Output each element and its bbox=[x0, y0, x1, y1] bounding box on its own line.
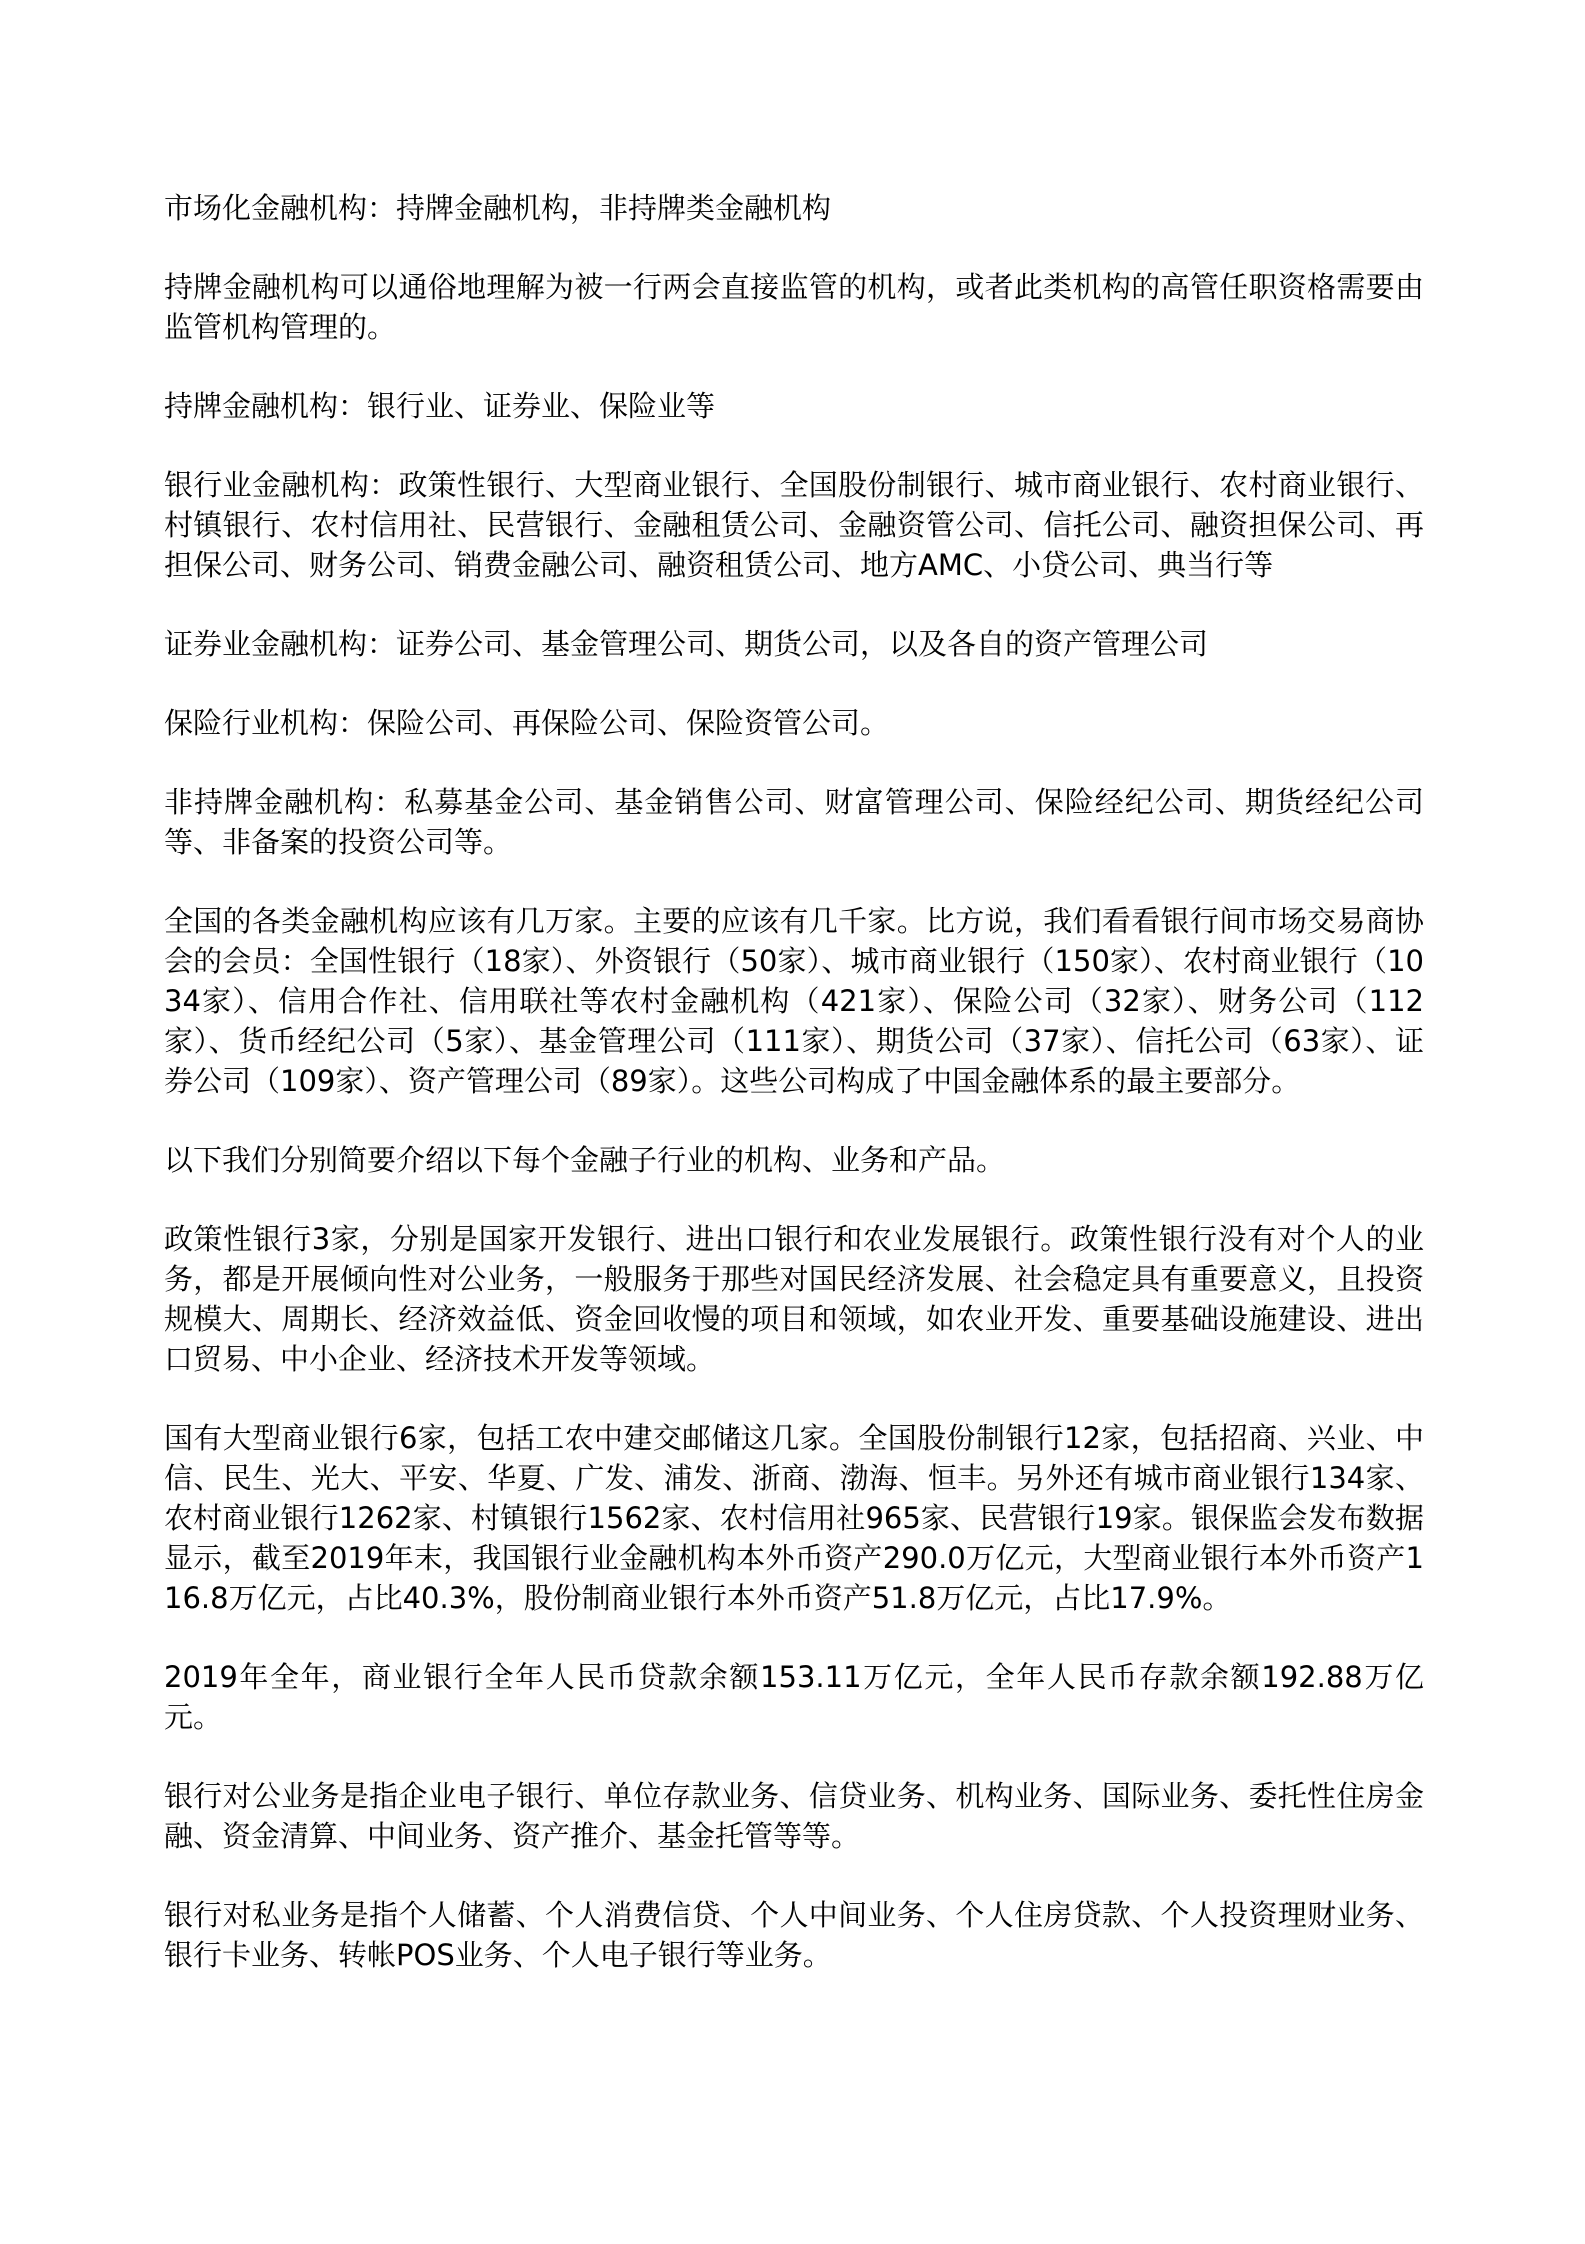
paragraph-commercial-banks: 国有大型商业银行6家，包括工农中建交邮储这几家。全国股份制银行12家，包括招商、兴业、中信、民生、光大、平安、华夏、广发、浦发、浙商、渤海、恒丰。另外还有城市商业银行134家、农村商业银行1262家、村镇银行1562家、农村信用社965家、民营银行19家。银保监会发布数据显示，截至2019年末，我国银行业金融机构本外币资产290.0万亿元，大型商业银行本外币资产116.8万亿元，占比40.3%，股份制商业银行本外币资产51.8万亿元，占比17.9%。 bbox=[164, 1421, 1424, 1615]
paragraph-licensed-definition: 持牌金融机构可以通俗地理解为被一行两会直接监管的机构，或者此类机构的高管任职资格需要由监管机构管理的。 bbox=[164, 270, 1424, 344]
paragraph-corporate-business: 银行对公业务是指企业电子银行、单位存款业务、信贷业务、机构业务、国际业务、委托性住房金融、资金清算、中间业务、资产推介、基金托管等等。 bbox=[164, 1779, 1424, 1853]
document-body bbox=[164, 188, 1424, 2014]
paragraph-introduction: 以下我们分别简要介绍以下每个金融子行业的机构、业务和产品。 bbox=[164, 1143, 1006, 1177]
paragraph-securities-institutions: 证券业金融机构：证券公司、基金管理公司、期货公司，以及各自的资产管理公司 bbox=[164, 627, 1209, 661]
paragraph-licensed-sectors: 持牌金融机构：银行业、证券业、保险业等 bbox=[164, 389, 716, 423]
paragraph-banking-institutions: 银行业金融机构：政策性银行、大型商业银行、全国股份制银行、城市商业银行、农村商业银行、村镇银行、农村信用社、民营银行、金融租赁公司、金融资管公司、信托公司、融资担保公司、再担保公司、财务公司、销费金融公司、融资租赁公司、地方AMC、小贷公司、典当行等 bbox=[164, 468, 1424, 582]
paragraph-loans-deposits: 2019年全年，商业银行全年人民币贷款余额153.11万亿元，全年人民币存款余额192.88万亿元。 bbox=[164, 1660, 1424, 1734]
paragraph-market-institutions: 市场化金融机构：持牌金融机构，非持牌类金融机构 bbox=[164, 191, 832, 225]
paragraph-policy-banks: 政策性银行3家，分别是国家开发银行、进出口银行和农业发展银行。政策性银行没有对个人的业务，都是开展倾向性对公业务，一般服务于那些对国民经济发展、社会稳定具有重要意义，且投资规模大、周期长、经济效益低、资金回收慢的项目和领域，如农业开发、重要基础设施建设、进出口贸易、中小企业、经济技术开发等领域。 bbox=[164, 1222, 1424, 1376]
paragraph-unlicensed-institutions: 非持牌金融机构：私募基金公司、基金销售公司、财富管理公司、保险经纪公司、期货经纪公司等、非备案的投资公司等。 bbox=[164, 785, 1424, 859]
paragraph-personal-business: 银行对私业务是指个人储蓄、个人消费信贷、个人中间业务、个人住房贷款、个人投资理财业务、银行卡业务、转帐POS业务、个人电子银行等业务。 bbox=[164, 1898, 1424, 1972]
paragraph-institution-counts: 全国的各类金融机构应该有几万家。主要的应该有几千家。比方说，我们看看银行间市场交易商协会的会员：全国性银行（18家）、外资银行（50家）、城市商业银行（150家）、农村商业银行（1034家）、信用合作社、信用联社等农村金融机构（421家）、保险公司（32家）、财务公司（112家）、货币经纪公司（5家）、基金管理公司（111家）、期货公司（37家）、信托公司（63家）、证券公司（109家）、资产管理公司（89家）。这些公司构成了中国金融体系的最主要部分。 bbox=[164, 904, 1424, 1098]
paragraph-insurance-institutions: 保险行业机构：保险公司、再保险公司、保险资管公司。 bbox=[164, 706, 890, 740]
